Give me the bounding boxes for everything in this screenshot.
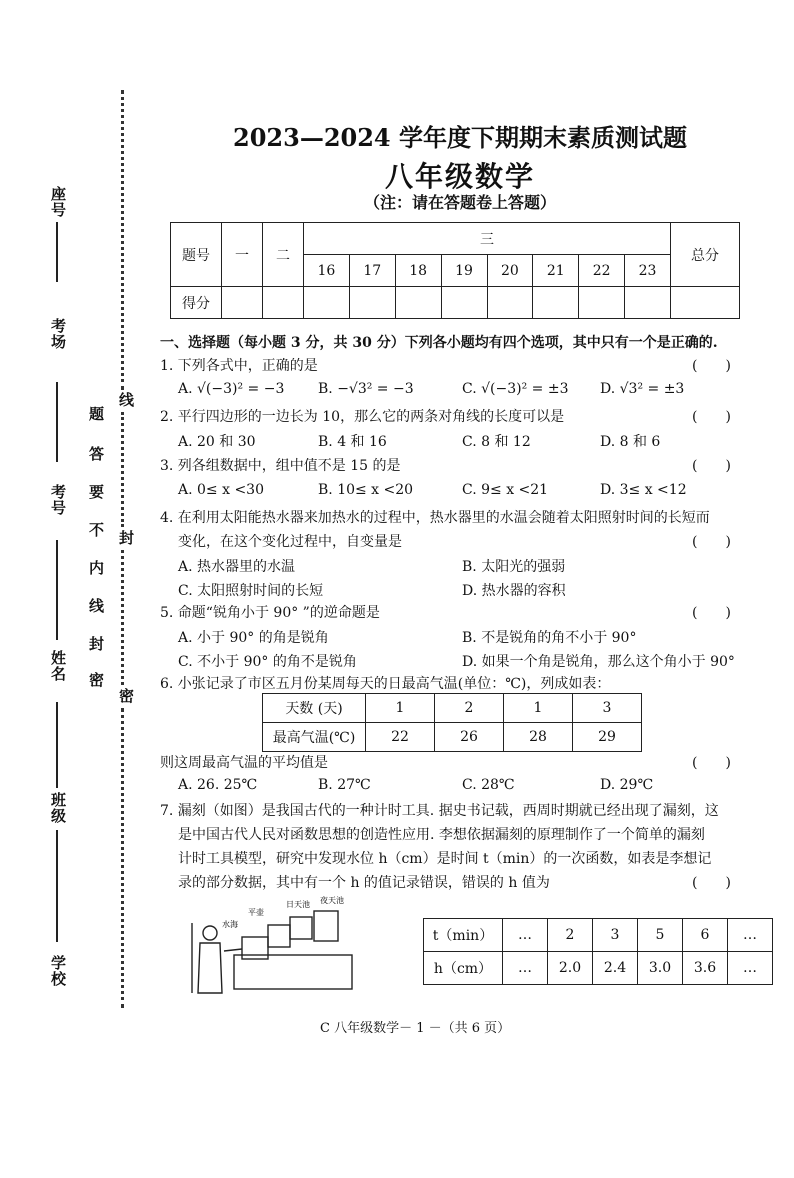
q5-option-a: A. 小于 90° 的角是锐角 xyxy=(178,630,329,646)
q4-option-d: D. 热水器的容积 xyxy=(462,583,566,599)
name-line xyxy=(56,702,58,788)
sub-col: 19 xyxy=(441,255,487,287)
q4-option-c: C. 太阳照射时间的长短 xyxy=(178,583,324,599)
q7-stem: 是中国古代人民对函数思想的创造性应用. 李想依据漏刻的原理制作了一个简单的漏刻 xyxy=(178,827,705,843)
q3-option-c: C. 9≤ x <21 xyxy=(462,482,549,498)
seal-word: 题 xyxy=(87,406,105,422)
seal-dotted-line xyxy=(121,90,124,390)
figure-vessel xyxy=(268,925,290,947)
q6-table xyxy=(262,693,642,752)
answer-paren: ( ) xyxy=(692,875,731,891)
q5-stem: 5. 命题“锐角小于 90° ”的逆命题是 xyxy=(160,605,380,621)
q7-stem: 计时工具模型，研究中发现水位 h（cm）是时间 t（min）的一次函数，如表是李想记 xyxy=(178,851,712,867)
figure-label: 夜天池 xyxy=(320,896,344,905)
figure-base xyxy=(234,955,352,989)
answer-paren: ( ) xyxy=(692,409,731,425)
figure-label: 平壶 xyxy=(248,908,264,917)
q1-option-d: D. √3² = ±3 xyxy=(600,381,685,397)
sub-col: 22 xyxy=(579,255,625,287)
table-cell: 3 xyxy=(593,919,638,952)
score-cell xyxy=(671,287,740,319)
seal-word: 密 xyxy=(87,672,105,688)
line-mark: 线 xyxy=(117,392,135,408)
seal-word: 封 xyxy=(87,636,105,652)
q1-option-a: A. √(−3)² = −3 xyxy=(178,381,285,397)
table-cell: … xyxy=(503,919,548,952)
q2-option-a: A. 20 和 30 xyxy=(178,434,256,450)
sub-col: 18 xyxy=(395,255,441,287)
exam-no-line xyxy=(56,540,58,640)
section-heading: 一、选择题（每小题 3 分，共 30 分）下列各小题均有四个选项，其中只有一个是正确的. xyxy=(160,335,718,351)
q6-option-a: A. 26. 25℃ xyxy=(178,777,258,793)
row-label: 得分 xyxy=(171,287,222,319)
table-cell: 1 xyxy=(504,694,573,723)
class-line xyxy=(56,830,58,942)
q3-option-a: A. 0≤ x <30 xyxy=(178,482,264,498)
table-cell: 29 xyxy=(573,723,642,752)
table-cell: 天数 (天) xyxy=(263,694,366,723)
sub-col: 21 xyxy=(533,255,579,287)
answer-paren: ( ) xyxy=(692,458,731,474)
exam-note: （注：请在答题卷上答题） xyxy=(363,193,556,212)
seal-word: 要 xyxy=(87,484,105,500)
table-cell: … xyxy=(503,952,548,985)
score-cell xyxy=(349,287,395,319)
figure-pipe xyxy=(224,949,242,951)
figure-label: 日天池 xyxy=(286,900,310,909)
table-cell: 最高气温(℃) xyxy=(263,723,366,752)
answer-paren: ( ) xyxy=(692,755,731,771)
table-cell: 3.0 xyxy=(638,952,683,985)
q2-option-b: B. 4 和 16 xyxy=(318,434,387,450)
figure-vessel xyxy=(290,917,312,939)
figure-vessel xyxy=(242,937,268,959)
score-cell xyxy=(487,287,533,319)
exam-no-label: 考号 xyxy=(49,484,67,516)
q4-option-b: B. 太阳光的强弱 xyxy=(462,559,566,575)
answer-paren: ( ) xyxy=(692,605,731,621)
sub-col: 20 xyxy=(487,255,533,287)
table-cell: t（min） xyxy=(424,919,503,952)
exam-room-line xyxy=(56,382,58,462)
q3-stem: 3. 列各组数据中，组中值不是 15 的是 xyxy=(160,458,401,474)
table-cell: h（cm） xyxy=(424,952,503,985)
q4-stem: 变化，在这个变化过程中，自变量是 xyxy=(178,534,402,550)
seal-word: 不 xyxy=(87,522,105,538)
table-cell: 28 xyxy=(504,723,573,752)
table-cell: 22 xyxy=(366,723,435,752)
table-cell: 2 xyxy=(548,919,593,952)
figure-person-head xyxy=(203,926,217,940)
table-cell: … xyxy=(728,919,773,952)
q2-option-d: D. 8 和 6 xyxy=(600,434,661,450)
q6-option-c: C. 28℃ xyxy=(462,777,515,793)
q2-option-c: C. 8 和 12 xyxy=(462,434,531,450)
exam-title: 2023—2024 学年度下期期末素质测试题 xyxy=(233,123,687,152)
score-cell xyxy=(579,287,625,319)
col-header: 二 xyxy=(263,223,304,287)
score-cell xyxy=(304,287,350,319)
q7-stem: 7. 漏刻（如图）是我国古代的一种计时工具. 据史书记载，西周时期就已经出现了漏刻，这 xyxy=(160,803,719,819)
q5-option-d: D. 如果一个角是锐角，那么这个角小于 90° xyxy=(462,654,735,670)
figure-person-body xyxy=(198,943,222,993)
q1-option-b: B. −√3² = −3 xyxy=(318,381,414,397)
table-cell: 6 xyxy=(683,919,728,952)
table-cell: 2 xyxy=(435,694,504,723)
exam-room-label: 考场 xyxy=(49,318,67,350)
sub-col: 16 xyxy=(304,255,350,287)
score-cell xyxy=(222,287,263,319)
table-cell: 1 xyxy=(366,694,435,723)
seal-dotted-line xyxy=(121,708,124,1008)
school-label: 学校 xyxy=(49,955,67,987)
col-header: 三 xyxy=(304,223,671,255)
score-table xyxy=(170,222,740,319)
q3-option-b: B. 10≤ x <20 xyxy=(318,482,414,498)
row-label: 题号 xyxy=(171,223,222,287)
score-cell xyxy=(263,287,304,319)
seal-word: 线 xyxy=(87,598,105,614)
q4-option-a: A. 热水器里的水温 xyxy=(178,559,296,575)
table-cell: 2.0 xyxy=(548,952,593,985)
score-cell xyxy=(533,287,579,319)
seal-word: 内 xyxy=(87,560,105,576)
table-cell: 2.4 xyxy=(593,952,638,985)
table-cell: 3.6 xyxy=(683,952,728,985)
table-cell: 26 xyxy=(435,723,504,752)
score-cell xyxy=(395,287,441,319)
water-clock-figure xyxy=(186,893,358,997)
q4-stem: 4. 在利用太阳能热水器来加热水的过程中，热水器里的水温会随着太阳照射时间的长短而 xyxy=(160,510,710,526)
q7-stem: 录的部分数据，其中有一个 h 的值记录错误，错误的 h 值为 xyxy=(178,875,550,891)
line-mark: 封 xyxy=(117,530,135,546)
q6-option-d: D. 29℃ xyxy=(600,777,654,793)
col-header: 总分 xyxy=(671,223,740,287)
score-cell xyxy=(441,287,487,319)
class-label: 班级 xyxy=(49,792,67,824)
q7-table xyxy=(423,918,773,985)
answer-paren: ( ) xyxy=(692,358,731,374)
seal-dotted-line xyxy=(121,412,124,527)
q1-option-c: C. √(−3)² = ±3 xyxy=(462,381,569,397)
seat-label: 座号 xyxy=(49,186,67,218)
table-cell: 5 xyxy=(638,919,683,952)
table-cell: 3 xyxy=(573,694,642,723)
q1-stem: 1. 下列各式中，正确的是 xyxy=(160,358,318,374)
q3-option-d: D. 3≤ x <12 xyxy=(600,482,687,498)
exam-subject: 八年级数学 xyxy=(384,160,535,193)
sub-col: 23 xyxy=(625,255,671,287)
q5-option-c: C. 不小于 90° 的角不是锐角 xyxy=(178,654,357,670)
name-label: 姓名 xyxy=(49,650,67,682)
col-header: 一 xyxy=(222,223,263,287)
q2-stem: 2. 平行四边形的一边长为 10，那么它的两条对角线的长度可以是 xyxy=(160,409,565,425)
table-cell: … xyxy=(728,952,773,985)
seat-line xyxy=(56,222,58,282)
q6-stem: 6. 小张记录了市区五月份某周每天的日最高气温(单位：℃)，列成如表： xyxy=(160,676,611,692)
score-cell xyxy=(625,287,671,319)
figure-label: 水海 xyxy=(222,920,238,929)
seal-word: 答 xyxy=(87,446,105,462)
line-mark: 密 xyxy=(117,688,135,704)
sub-col: 17 xyxy=(349,255,395,287)
q5-option-b: B. 不是锐角的角不小于 90° xyxy=(462,630,637,646)
page-footer: C 八年级数学－ 1 －（共 6 页） xyxy=(320,1021,511,1036)
answer-paren: ( ) xyxy=(692,534,731,550)
q6-option-b: B. 27℃ xyxy=(318,777,371,793)
q6-question: 则这周最高气温的平均值是 xyxy=(160,755,328,771)
seal-dotted-line xyxy=(121,550,124,685)
figure-vessel xyxy=(314,911,338,941)
